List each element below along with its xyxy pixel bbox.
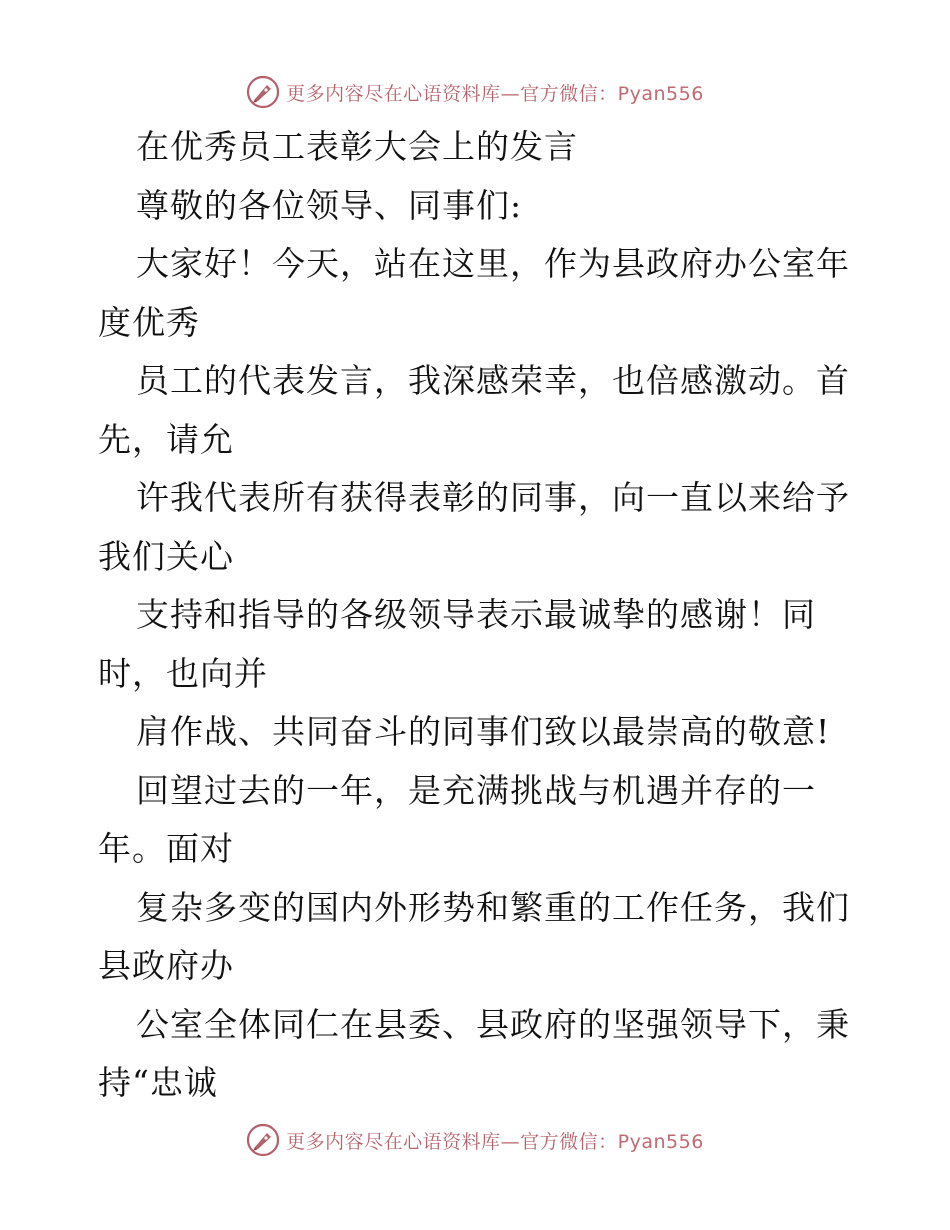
paragraph-line: 支持和指导的各级领导表示最诚挚的感谢！同 xyxy=(136,595,816,634)
paragraph-line: 员工的代表发言，我深感荣幸，也倍感激动。首 xyxy=(136,361,850,400)
paragraph-line: 肩作战、共同奋斗的同事们致以最崇高的敬意! xyxy=(136,712,831,751)
paragraph-line: 持“忠诚 xyxy=(98,1063,218,1102)
header-banner xyxy=(0,72,950,112)
document-body xyxy=(98,118,858,1113)
footer-banner-account: Pyan556 xyxy=(617,1130,704,1153)
document-title: 在优秀员工表彰大会上的发言 xyxy=(136,127,578,166)
paragraph-line: 先，请允 xyxy=(98,419,234,459)
header-banner-account: Pyan556 xyxy=(617,82,704,105)
pen-nib-logo-icon xyxy=(246,75,280,109)
pen-nib-logo-icon xyxy=(246,1123,280,1157)
paragraph-line: 回望过去的一年，是充满挑战与机遇并存的一 xyxy=(136,770,816,810)
paragraph-line: 时，也向并 xyxy=(98,653,268,693)
paragraph-line: 我们关心 xyxy=(98,536,234,576)
paragraph-line: 公室全体同仁在县委、县政府的坚强领导下，秉 xyxy=(136,1004,850,1044)
paragraph-line: 尊敬的各位领导、同事们: xyxy=(136,185,523,225)
footer-banner-content xyxy=(246,1123,704,1157)
header-banner-content xyxy=(246,75,704,109)
footer-banner-text: 更多内容尽在心语资料库—官方微信：Pyan556 xyxy=(286,1130,704,1153)
paragraph-line: 度优秀 xyxy=(98,302,200,342)
paragraph-line: 大家好！今天，站在这里，作为县政府办公室年 xyxy=(136,244,850,283)
paragraph-line: 许我代表所有获得表彰的同事，向一直以来给予 xyxy=(136,478,850,517)
header-banner-text: 更多内容尽在心语资料库—官方微信：Pyan556 xyxy=(286,82,704,105)
footer-banner xyxy=(0,1120,950,1160)
paragraph-line: 年。面对 xyxy=(98,829,234,868)
paragraph-line: 县政府办 xyxy=(98,946,234,985)
paragraph-line: 复杂多变的国内外形势和繁重的工作任务，我们 xyxy=(136,887,850,927)
